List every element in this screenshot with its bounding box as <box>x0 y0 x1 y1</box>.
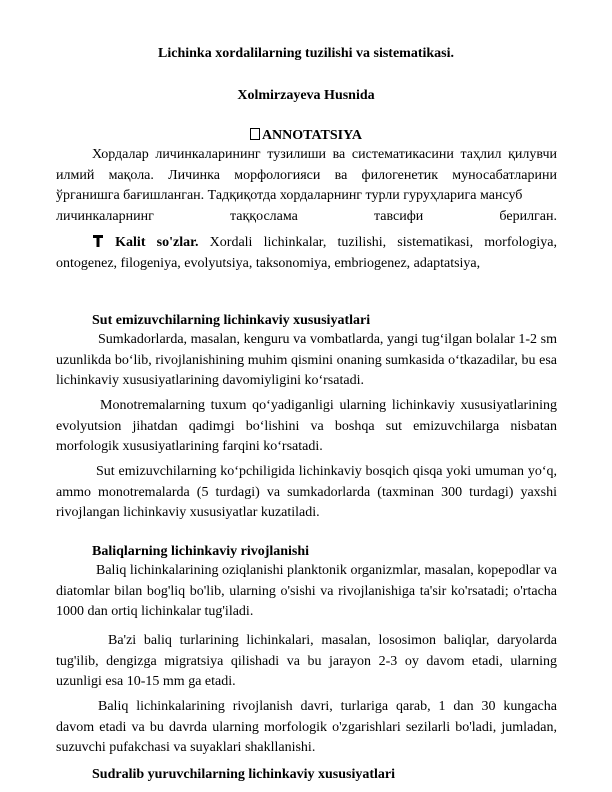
section-paragraph: Monotremalarning tuxum qo‘yadiganligi ularning lichinkaviy xususiyatlarining evolyutsion jihatdan qadimgi bo‘lishini va boshqa sut emizuvchilarga nisbatan morfologik xususiyatlarining farqini ko‘rsatadi. <box>56 398 557 454</box>
document-title: Lichinka xordalilarning tuzilishi va sistematikasi. <box>158 46 454 61</box>
key-icon <box>92 234 104 248</box>
section-paragraph: Baliq lichinkalarining oziqlanishi planktonik organizmlar, masalan, kopepodlar va diatomlar bilan bog'liq bo'lib, ularning o'sishi va rivojlanishiga ta'sir ko'rsatadi; o'rtacha 1000 dan ortiq lichinkalar tug'iladi. <box>56 563 557 619</box>
keywords-text: Xordali lichinkalar, tuzilishi, sistematikasi, morfologiya, ontogenez, filogeniya, evolyutsiya, taksonomiya, embriogenez, adaptatsiya, <box>56 235 557 271</box>
annotation-text <box>56 145 557 227</box>
keywords-label: Kalit so'zlar. <box>115 235 199 250</box>
section-paragraph: Ba'zi baliq turlarining lichinkalari, masalan, lososimon baliqlar, daryolarda tug'ilib, dengizga migratsiya qilishadi va bu jarayon 2-3 oy davom etadi, ularning uzunligi esa 10-15 mm ga etadi. <box>56 633 557 689</box>
section-heading-fish: Baliqlarning lichinkaviy rivojlanishi <box>92 544 310 559</box>
author-name: Xolmirzayeva Husnida <box>237 88 375 103</box>
annotation-heading <box>0 128 612 144</box>
annotation-heading-text: ANNOTATSIYA <box>261 128 363 143</box>
keywords-paragraph <box>56 233 557 274</box>
section-paragraph: Sut emizuvchilarning ko‘pchiligida lichinkaviy bosqich qisqa yoki umuman yo‘q, ammo monotremalarda (5 turdagi) va sumkadorlarda (taxminan 300 turdagi) yaxshi rivojlangan lichinkaviy xususiyatlar kuzatiladi. <box>56 464 557 520</box>
section-paragraph: Sumkadorlarda, masalan, kenguru va vombatlarda, yangi tug‘ilgan bolalar 1-2 sm uzunlikda bo‘lib, rivojlanishining muhim qismini onaning sumkasida o‘tkazadilar, bu esa lichinkaviy xususiyatlarining davomiyligini ko‘rsatadi. <box>56 332 557 388</box>
section-heading-mammals: Sut emizuvchilarning lichinkaviy xususiyatlari <box>92 313 371 328</box>
annotation-text-main: Хордалар личинкаларининг тузилиши ва систематикасини таҳлил қилувчи илмий мақола. Личинка морфологияси ва филогенетик муносабатларини ўрганишга бағишланган. Тадқиқотда хордаларнинг турли гуруҳларига мансуб <box>56 147 557 203</box>
annotation-text-last: личинкаларнинг таққослама тавсифи берилган. <box>56 208 557 224</box>
section-heading-reptiles: Sudralib yuruvchilarning lichinkaviy xususiyatlari <box>92 767 396 782</box>
section-paragraph: Baliq lichinkalarining rivojlanish davri, turlariga qarab, 1 dan 30 kungacha davom etadi va bu davrda ularning morfologik o'zgarishlari sezilarli bo'ladi, jumladan, suzuvchi pufakchasi va suyaklari shakllanishi. <box>56 699 557 755</box>
box-glyph-icon <box>250 128 260 140</box>
